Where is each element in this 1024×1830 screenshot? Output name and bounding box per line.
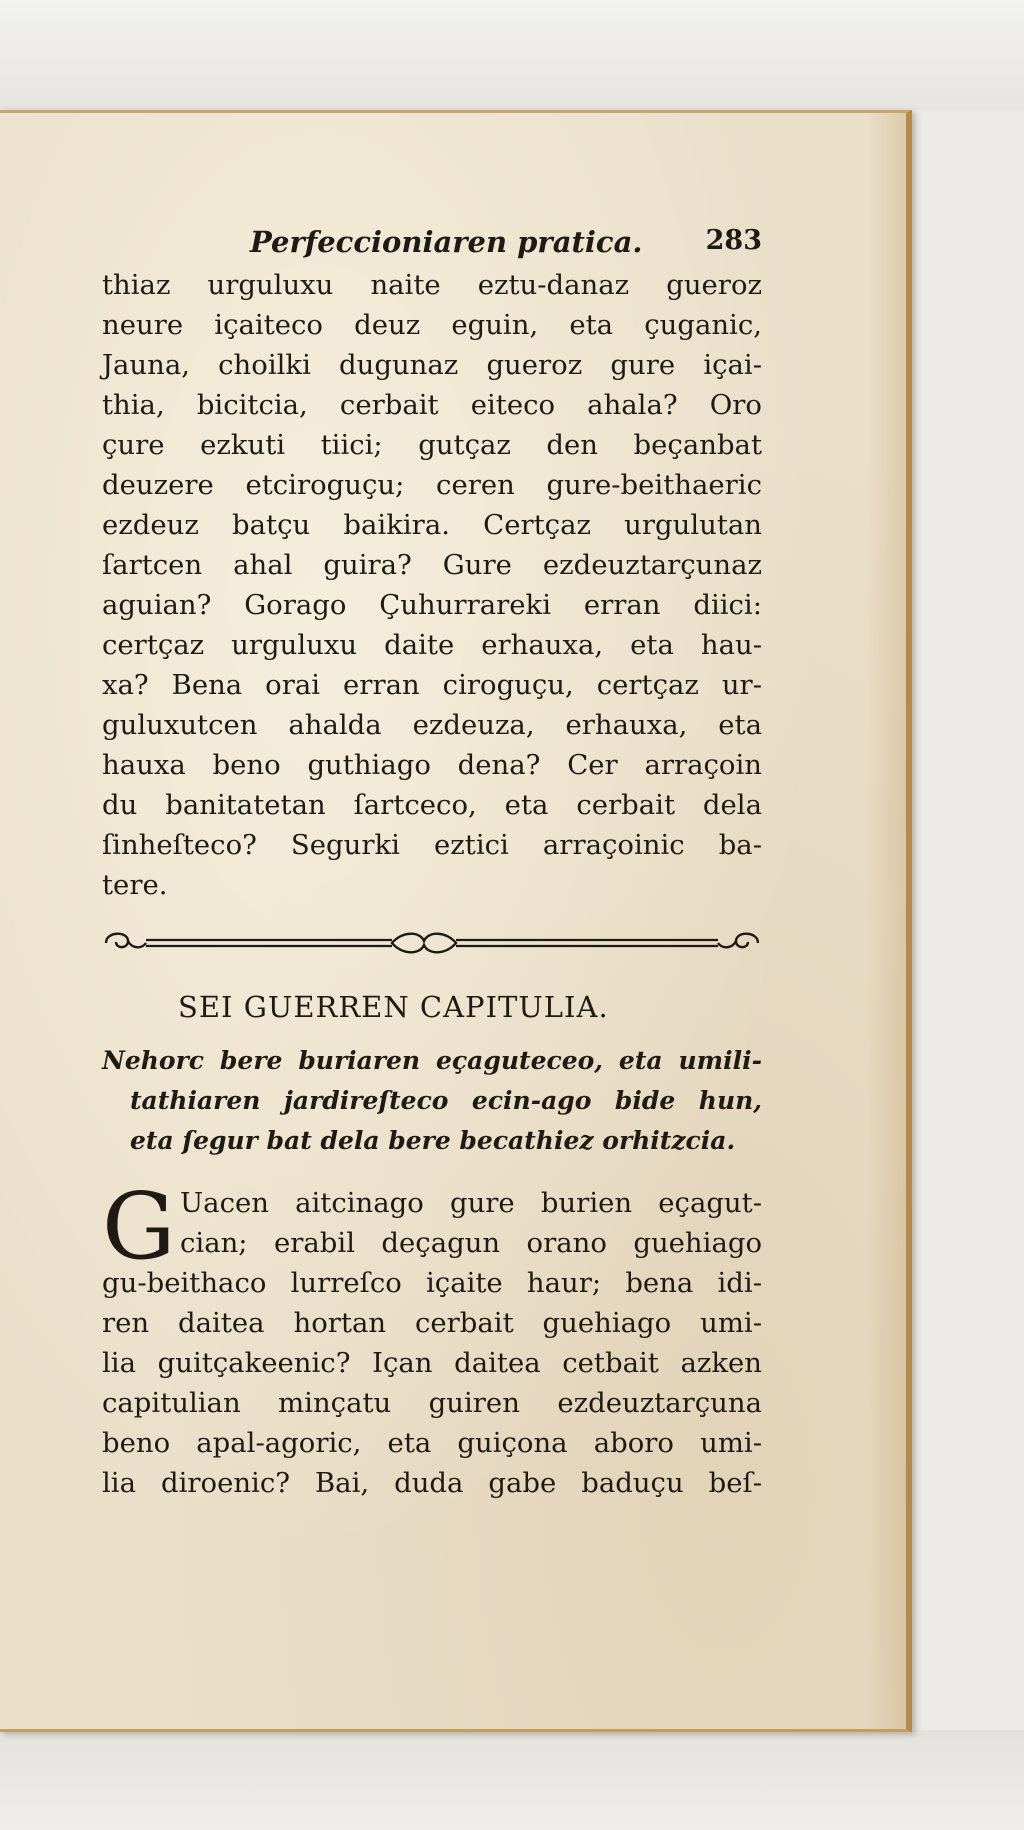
book-page — [0, 110, 912, 1732]
text-line: thiaz urguluxu naite eztu-danaz gueroz — [102, 269, 762, 301]
text-line: xa? Bena orai erran ciroguçu, certçaz ur- — [102, 669, 762, 701]
text-line: neure içaiteco deuz eguin, eta çuganic, — [102, 309, 762, 341]
summary-line: Nehorc bere buriaren eçaguteceo, eta umili- — [102, 1046, 762, 1075]
summary-line: eta ſegur bat dela bere becathiez orhitzcia. — [130, 1126, 736, 1155]
text-line: lia guitçakeenic? Içan daitea cetbait azken — [102, 1347, 762, 1379]
text-line: ren daitea hortan cerbait guehiago umi- — [102, 1307, 762, 1339]
text-line: çure ezkuti tiici; gutçaz den beçanbat — [102, 429, 762, 461]
top-text — [102, 265, 762, 905]
text-line: hauxa beno guthiago dena? Cer arraçoin — [102, 749, 762, 781]
text-line: lia diroenic? Bai, duda gabe baduçu beſ- — [102, 1467, 762, 1499]
text-line: cian; erabil deçagun orano guehiago — [180, 1227, 762, 1259]
text-line: beno apal-agoric, eta guiçona aboro umi- — [102, 1427, 762, 1459]
running-head — [102, 225, 762, 265]
text-line: deuzere etciroguçu; ceren gure-beithaeric — [102, 469, 762, 501]
text-line: capitulian minçatu guiren ezdeuztarçuna — [102, 1387, 762, 1419]
background-top — [0, 0, 1024, 110]
drop-cap: G — [102, 1173, 176, 1280]
text-line: Jauna, choilki dugunaz gueroz gure içai- — [102, 349, 762, 381]
summary-line: tathiaren jardireſteco ecin-ago bide hun, — [130, 1086, 762, 1115]
text-line: du banitatetan ſartceco, eta cerbait dela — [102, 789, 762, 821]
text-line: Uacen aitcinago gure burien eçagut- — [180, 1187, 762, 1219]
text-line: tere. — [102, 869, 168, 901]
text-line: gu-beithaco lurreſco içaite haur; bena idi- — [102, 1267, 762, 1299]
text-line: thia, bicitcia, cerbait eiteco ahala? Oro — [102, 389, 762, 421]
chapter-summary — [102, 1041, 762, 1161]
text-line: certçaz urguluxu daite erhauxa, eta hau- — [102, 629, 762, 661]
ornamental-divider — [102, 927, 762, 959]
text-line: ezdeuz batçu baikira. Certçaz urgulutan — [102, 509, 762, 541]
chapter-heading: SEI GUERREN CAPITULIA. — [178, 990, 609, 1024]
text-line: ſartcen ahal guira? Gure ezdeuztarçunaz — [102, 549, 762, 581]
paragraph — [102, 1173, 762, 1503]
text-line: aguian? Gorago Çuhurrareki erran diici: — [102, 589, 762, 621]
running-title: Perfeccioniaren pratica. — [250, 225, 643, 259]
text-block — [102, 225, 762, 1503]
text-line: guluxutcen ahalda ezdeuza, erhauxa, eta — [102, 709, 762, 741]
text-line: ſinheſteco? Segurki eztici arraçoinic ba- — [102, 829, 762, 861]
background-bottom — [0, 1730, 1024, 1830]
page-number: 283 — [705, 225, 762, 256]
